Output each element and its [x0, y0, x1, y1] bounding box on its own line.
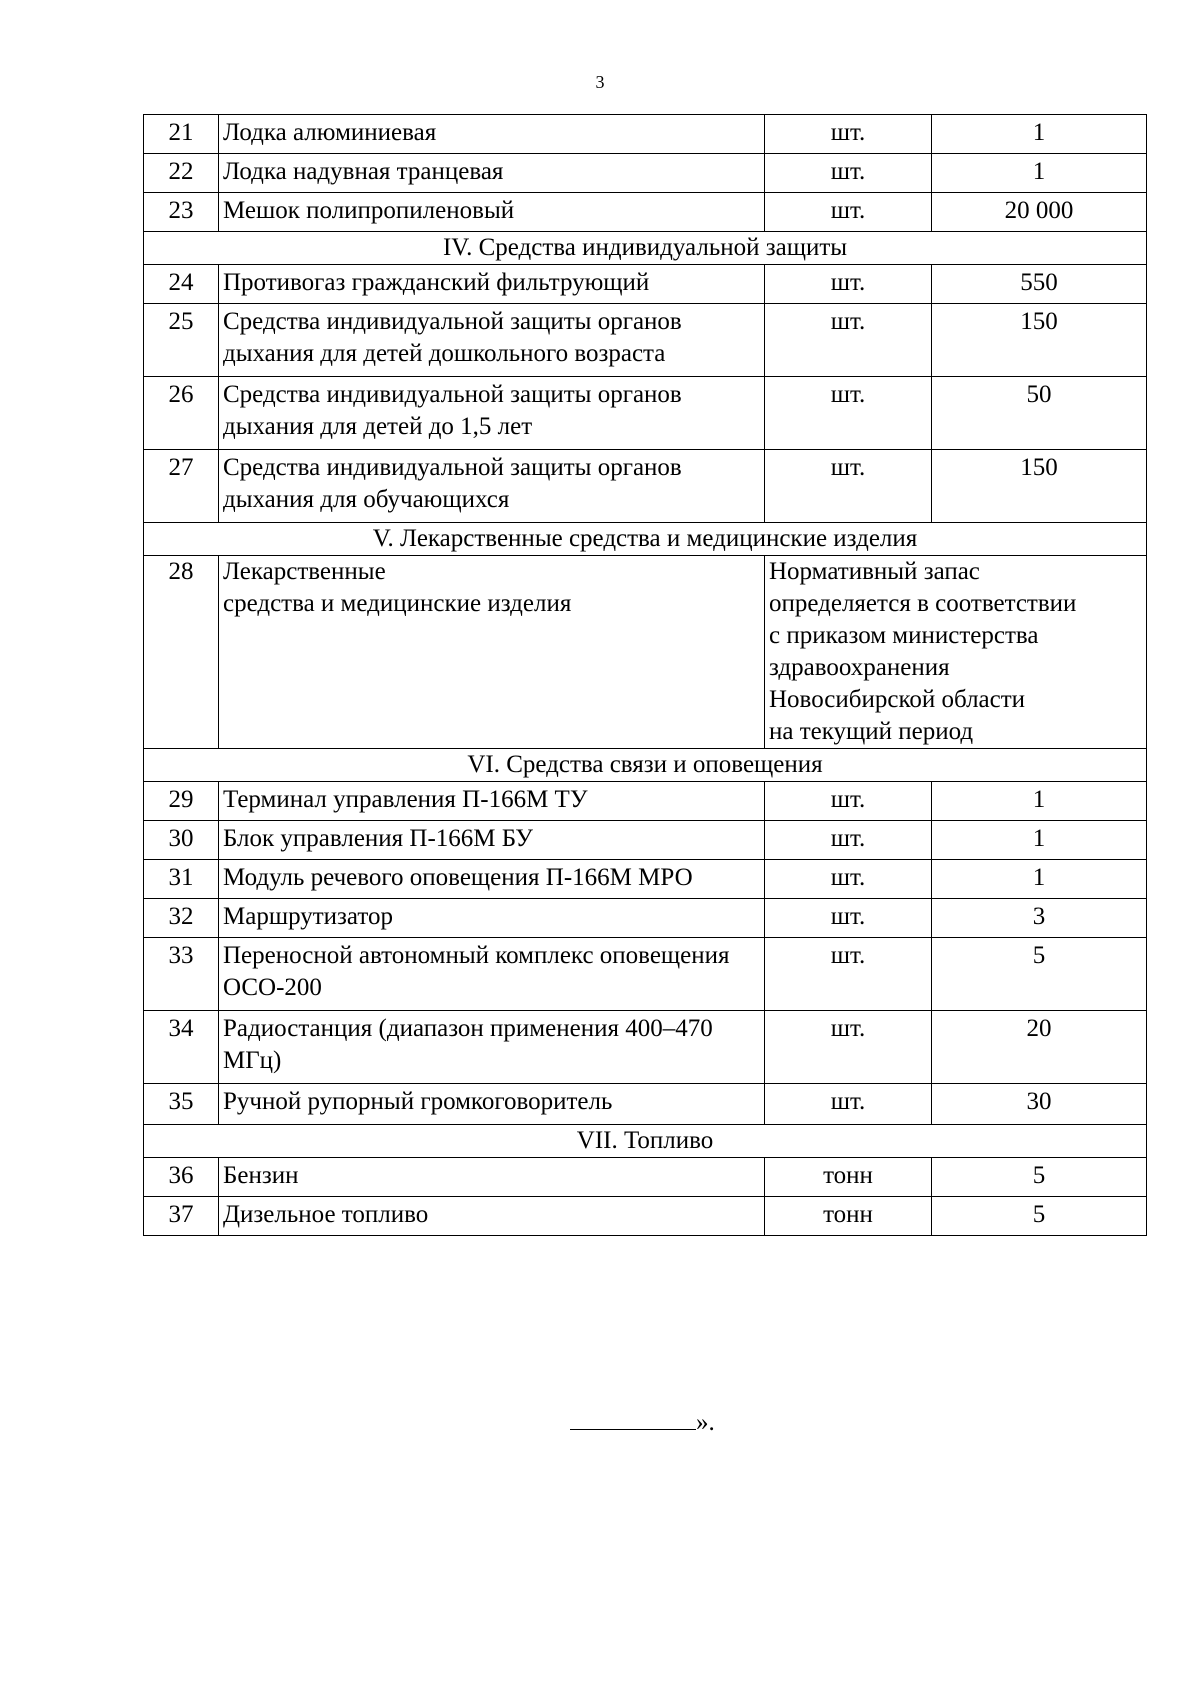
item-quantity: 150: [932, 304, 1147, 377]
row-number: 27: [144, 450, 219, 523]
item-name: Переносной автономный комплекс оповещения ОСО-200: [219, 938, 765, 1011]
item-name: Блок управления П-166М БУ: [219, 821, 765, 860]
note-line: Новосибирской области: [769, 686, 1026, 713]
closing-underline: [570, 1405, 696, 1430]
quantity-note: [765, 556, 1147, 749]
item-quantity: 1: [932, 782, 1147, 821]
section-row: [144, 1125, 1147, 1158]
table-row: [144, 304, 1147, 377]
item-unit: шт.: [765, 1011, 932, 1084]
note-line: определяется в соответствии: [769, 590, 1077, 617]
item-name: Лодка алюминиевая: [219, 115, 765, 154]
item-name-line: Лекарственные: [223, 558, 386, 585]
item-name: Бензин: [219, 1158, 765, 1197]
row-number: 28: [144, 556, 219, 749]
item-name: Средства индивидуальной защиты органов дыхания для детей до 1,5 лет: [219, 377, 765, 450]
row-number: 36: [144, 1158, 219, 1197]
item-quantity: 550: [932, 265, 1147, 304]
item-name: Ручной рупорный громкоговоритель: [219, 1084, 765, 1125]
row-number: 35: [144, 1084, 219, 1125]
note-line: Нормативный запас: [769, 558, 980, 585]
item-name: Радиостанция (диапазон применения 400–470 МГц): [219, 1011, 765, 1084]
page-number: 3: [595, 72, 605, 92]
item-unit: шт.: [765, 154, 932, 193]
row-number: 24: [144, 265, 219, 304]
table-row: [144, 556, 1147, 749]
item-unit: шт.: [765, 938, 932, 1011]
table-row: [144, 265, 1147, 304]
section-row: [144, 523, 1147, 556]
item-name: Средства индивидуальной защиты органов дыхания для обучающихся: [219, 450, 765, 523]
supply-table: [143, 114, 1147, 1236]
item-quantity: 5: [932, 1197, 1147, 1236]
row-number: 23: [144, 193, 219, 232]
table-row: [144, 1011, 1147, 1084]
table-row: [144, 1197, 1147, 1236]
table-row: [144, 938, 1147, 1011]
table-row: [144, 115, 1147, 154]
section-title: IV. Средства индивидуальной защиты: [144, 232, 1147, 265]
item-quantity: 5: [932, 1158, 1147, 1197]
section-title: VII. Топливо: [144, 1125, 1147, 1158]
item-unit: шт.: [765, 450, 932, 523]
item-quantity: 3: [932, 899, 1147, 938]
item-unit: шт.: [765, 899, 932, 938]
note-line: с приказом министерства: [769, 622, 1039, 649]
item-name: Маршрутизатор: [219, 899, 765, 938]
item-unit: шт.: [765, 1084, 932, 1125]
item-name: Лодка надувная транцевая: [219, 154, 765, 193]
item-unit: шт.: [765, 193, 932, 232]
section-row: [144, 232, 1147, 265]
table-row: [144, 154, 1147, 193]
item-unit: тонн: [765, 1197, 932, 1236]
row-number: 22: [144, 154, 219, 193]
item-quantity: 5: [932, 938, 1147, 1011]
row-number: 31: [144, 860, 219, 899]
note-line: здравоохранения: [769, 654, 950, 681]
table-row: [144, 377, 1147, 450]
closing-mark: [570, 1405, 715, 1439]
table-row: [144, 1158, 1147, 1197]
item-name: Мешок полипропиленовый: [219, 193, 765, 232]
item-quantity: 1: [932, 860, 1147, 899]
row-number: 34: [144, 1011, 219, 1084]
item-quantity: 1: [932, 115, 1147, 154]
item-name: Модуль речевого оповещения П-166М МРО: [219, 860, 765, 899]
table-row: [144, 860, 1147, 899]
item-quantity: 1: [932, 154, 1147, 193]
item-quantity: 150: [932, 450, 1147, 523]
item-unit: тонн: [765, 1158, 932, 1197]
item-unit: шт.: [765, 782, 932, 821]
item-name: Терминал управления П-166М ТУ: [219, 782, 765, 821]
item-unit: шт.: [765, 304, 932, 377]
item-unit: шт.: [765, 860, 932, 899]
row-number: 32: [144, 899, 219, 938]
table-row: [144, 193, 1147, 232]
item-unit: шт.: [765, 821, 932, 860]
closing-quote: ».: [696, 1409, 715, 1436]
item-name: Противогаз гражданский фильтрующий: [219, 265, 765, 304]
row-number: 25: [144, 304, 219, 377]
table-row: [144, 899, 1147, 938]
table-row: [144, 1084, 1147, 1125]
table-row: [144, 450, 1147, 523]
item-quantity: 20: [932, 1011, 1147, 1084]
section-title: V. Лекарственные средства и медицинские изделия: [144, 523, 1147, 556]
item-unit: шт.: [765, 377, 932, 450]
item-quantity: 1: [932, 821, 1147, 860]
row-number: 29: [144, 782, 219, 821]
item-name: Дизельное топливо: [219, 1197, 765, 1236]
item-quantity: 50: [932, 377, 1147, 450]
item-unit: шт.: [765, 115, 932, 154]
row-number: 21: [144, 115, 219, 154]
table-row: [144, 821, 1147, 860]
item-name: [219, 556, 765, 749]
note-line: на текущий период: [769, 718, 974, 745]
row-number: 26: [144, 377, 219, 450]
item-unit: шт.: [765, 265, 932, 304]
row-number: 37: [144, 1197, 219, 1236]
row-number: 33: [144, 938, 219, 1011]
item-name: Средства индивидуальной защиты органов дыхания для детей дошкольного возраста: [219, 304, 765, 377]
section-row: [144, 749, 1147, 782]
item-name-line: средства и медицинские изделия: [223, 590, 572, 617]
item-quantity: 30: [932, 1084, 1147, 1125]
section-title: VI. Средства связи и оповещения: [144, 749, 1147, 782]
item-quantity: 20 000: [932, 193, 1147, 232]
table-row: [144, 782, 1147, 821]
row-number: 30: [144, 821, 219, 860]
